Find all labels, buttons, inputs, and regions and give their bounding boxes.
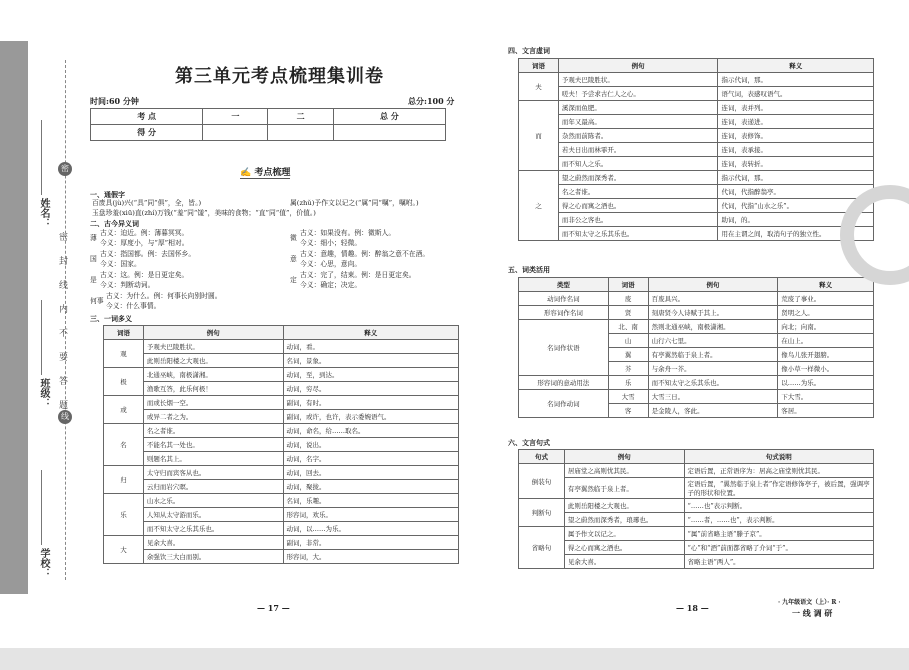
table-row xyxy=(104,494,459,508)
table-header: 例句 xyxy=(564,450,684,464)
table-cell: 不能名其一处也。 xyxy=(143,438,283,452)
gujin-ancient: 古义：意趣，情趣。例：醉翁之意不在酒。 xyxy=(300,250,430,258)
table-cell: 而年又最高。 xyxy=(558,115,718,129)
table-cell: 副词，非常。 xyxy=(283,536,459,550)
table-row xyxy=(519,101,874,115)
table-cell: 而不知太守之乐其乐也。 xyxy=(558,227,718,241)
table-cell: 连词，表递进。 xyxy=(718,115,874,129)
table-header: 类型 xyxy=(519,278,609,292)
section-heading: ✍ 考点梳理 xyxy=(240,165,290,179)
table-cell: 望之蔚然而深秀者。 xyxy=(558,171,718,185)
table-row xyxy=(104,354,459,368)
table-cell: “心”和“酒”前面都省略了介词“于”。 xyxy=(684,541,874,555)
table-cell: 山水之乐。 xyxy=(143,494,283,508)
table-cell: 动词，以……为乐。 xyxy=(283,522,459,536)
table-cell: 语气词，表感叹语气。 xyxy=(718,87,874,101)
table-row xyxy=(519,541,874,555)
group-cell: 省略句 xyxy=(519,527,565,569)
table-cell: 而不知太守之乐其乐也。 xyxy=(143,522,283,536)
gujin-ancient: 古义：指国都。例：去国怀乡。 xyxy=(100,250,196,258)
gujin-word: 何事 xyxy=(90,297,104,305)
table-cell: 此则岳阳楼之大观也。 xyxy=(143,354,283,368)
table-cell: 百废具兴。 xyxy=(648,292,778,306)
seal-char: 不 xyxy=(59,329,69,339)
footer-grade: · 九年级语文（上）· R · xyxy=(778,599,841,606)
table-row xyxy=(104,382,459,396)
table-cell: 予观夫巴陵胜状。 xyxy=(143,340,283,354)
seal-dashed-line xyxy=(65,60,66,580)
table-cell: “……也”表示判断。 xyxy=(684,499,874,513)
table-cell: 指示代词，那。 xyxy=(718,171,874,185)
table-cell: 贤明之人。 xyxy=(778,306,874,320)
table-row xyxy=(519,171,874,185)
gujin-ancient: 古义：这。例：是日更定矣。 xyxy=(100,271,189,279)
xuci-title: 四、文言虚词 xyxy=(508,46,550,55)
table-row xyxy=(519,513,874,527)
table-cell: 在山上。 xyxy=(778,334,874,348)
table-row xyxy=(519,306,874,320)
score-cell: 考 点 xyxy=(91,109,203,125)
group-cell: 观 xyxy=(104,340,144,368)
table-cell: 动词，回去。 xyxy=(283,466,459,480)
table-cell: 用在主谓之间，取消句子的独立性。 xyxy=(718,227,874,241)
score-cell: 得 分 xyxy=(91,125,203,141)
table-cell: “……者，……也”，表示判断。 xyxy=(684,513,874,527)
score-input[interactable] xyxy=(268,125,333,141)
table-row xyxy=(519,213,874,227)
group-cell: 乐 xyxy=(104,494,144,536)
table-cell: 则题名其上。 xyxy=(143,452,283,466)
seal-dot-top: 密 xyxy=(58,162,72,176)
seal-char: 要 xyxy=(59,353,69,363)
table-row xyxy=(104,438,459,452)
table-cell: 名之者谁。 xyxy=(143,424,283,438)
table-row xyxy=(519,527,874,541)
table-cell: 连词，表承接。 xyxy=(718,143,874,157)
table-cell: 以……为乐。 xyxy=(778,376,874,390)
table-row xyxy=(104,522,459,536)
table-cell: 若夫日出而林霏开。 xyxy=(558,143,718,157)
tongjia-title: 一、通假字 xyxy=(90,190,125,199)
table-cell: 或异二者之为。 xyxy=(143,410,283,424)
table-cell: 然则北通巫峡，南极潇湘。 xyxy=(648,320,778,334)
table-cell: 副词，或许，也许，表示委婉语气。 xyxy=(283,410,459,424)
gujin-word: 定 xyxy=(290,276,297,284)
time-limit: 时间:60 分钟 xyxy=(90,96,139,106)
table-row xyxy=(104,452,459,466)
table-cell: 而或长烟一空。 xyxy=(143,396,283,410)
table-cell: 而不知太守之乐其乐也。 xyxy=(648,376,778,390)
page-number-18: — 18 — xyxy=(676,603,709,613)
group-cell: 归 xyxy=(104,466,144,494)
table-cell: 芥 xyxy=(608,362,648,376)
table-header: 释义 xyxy=(283,326,459,340)
class-label: 班级： xyxy=(38,378,49,408)
seal-char: 封 xyxy=(59,257,69,267)
table-cell: 动词，至，到达。 xyxy=(283,368,459,382)
jushi-title: 六、文言句式 xyxy=(508,438,550,447)
table-cell: 大雪三日。 xyxy=(648,390,778,404)
table-cell: 向北；向南。 xyxy=(778,320,874,334)
table-cell: 连词，表修饰。 xyxy=(718,129,874,143)
bottom-gray-band xyxy=(0,648,909,670)
table-cell: 翼 xyxy=(608,348,648,362)
table-cell: 动词，名字。 xyxy=(283,452,459,466)
name-line xyxy=(41,120,42,195)
table-cell: 大雪 xyxy=(608,390,648,404)
table-row xyxy=(519,199,874,213)
table-cell: 客 xyxy=(608,404,648,418)
table-row xyxy=(104,536,459,550)
table-row xyxy=(519,376,874,390)
table-header: 例句 xyxy=(558,59,718,73)
page-number-17: — 17 — xyxy=(257,603,290,613)
duoyi-table xyxy=(103,325,459,564)
table-header: 句式说明 xyxy=(684,450,874,464)
tongjia-line: 玉盘珍羞(xiū)直(zhí)万钱(“羞”同“馐”，美味的食物；“直”同“值”，价值。) xyxy=(92,209,316,217)
table-row xyxy=(519,555,874,569)
group-cell: 而 xyxy=(519,101,559,171)
table-cell: 动词，聚拢。 xyxy=(283,480,459,494)
huoyong-table xyxy=(518,277,874,418)
gujin-modern: 今义：什么事情。 xyxy=(106,301,161,310)
table-cell: 余强饮三大白而别。 xyxy=(143,550,283,564)
table-cell: 连词，表并列。 xyxy=(718,101,874,115)
gujin-modern: 今义：国家。 xyxy=(100,259,141,268)
jushi-table xyxy=(518,449,874,569)
table-cell: 荒废了事业。 xyxy=(778,292,874,306)
duoyi-title: 三、一词多义 xyxy=(90,314,132,323)
table-cell: 与余舟一芥。 xyxy=(648,362,778,376)
table-cell: 代词，代指“山水之乐”。 xyxy=(718,199,874,213)
group-cell: 形容词的意动用法 xyxy=(519,376,609,390)
table-cell: 渔歌互答，此乐何极！ xyxy=(143,382,283,396)
seal-dot-bottom: 线 xyxy=(58,410,72,424)
gujin-modern: 今义：厚度小，与“厚”相对。 xyxy=(100,238,189,247)
table-row xyxy=(104,550,459,564)
table-cell: 居庙堂之高则忧其民。 xyxy=(564,464,684,478)
score-cell: 一 xyxy=(203,109,268,125)
table-cell: 望之蔚然而深秀者，琅琊也。 xyxy=(564,513,684,527)
gujin-ancient: 古义：迫近。例：薄暮冥冥。 xyxy=(100,229,189,237)
table-header: 释义 xyxy=(778,278,874,292)
table-cell: 得之心而寓之酒也。 xyxy=(564,541,684,555)
table-row xyxy=(519,73,874,87)
table-row xyxy=(519,499,874,513)
table-cell: 连词，表转折。 xyxy=(718,157,874,171)
table-cell: 名词，景象。 xyxy=(283,354,459,368)
table-row xyxy=(104,466,459,480)
table-cell: 云归而岩穴暝。 xyxy=(143,480,283,494)
table-cell: “属”前省略主语“滕子京”。 xyxy=(684,527,874,541)
group-cell: 名词作状语 xyxy=(519,320,609,376)
school-line xyxy=(41,470,42,545)
table-row xyxy=(104,480,459,494)
gujin-word: 薄 xyxy=(90,234,97,242)
left-gray-strip xyxy=(0,41,28,594)
binding-margin xyxy=(30,41,85,594)
table-cell: 定语后置，正常语序为：居高之庙堂则忧其民。 xyxy=(684,464,874,478)
table-cell: 名词，乐趣。 xyxy=(283,494,459,508)
group-cell: 判断句 xyxy=(519,499,565,527)
table-row xyxy=(519,157,874,171)
group-cell: 夫 xyxy=(519,73,559,101)
table-cell: 动词，看。 xyxy=(283,340,459,354)
gujin-ancient: 古义：完了，结束。例：是日更定矣。 xyxy=(300,271,416,279)
table-row xyxy=(104,508,459,522)
table-cell: 北、南 xyxy=(608,320,648,334)
pen-icon: ✍ xyxy=(240,168,252,178)
table-row xyxy=(519,478,874,499)
table-cell: 杂然而前陈者。 xyxy=(558,129,718,143)
gujin-word: 国 xyxy=(90,255,97,263)
table-cell: 而非公之客也。 xyxy=(558,213,718,227)
gujin-word: 微 xyxy=(290,234,297,242)
table-header: 例句 xyxy=(143,326,283,340)
table-cell: 乐 xyxy=(608,376,648,390)
table-row xyxy=(104,340,459,354)
table-cell: 是金陵人，客此。 xyxy=(648,404,778,418)
table-row xyxy=(104,396,459,410)
table-cell: 助词，的。 xyxy=(718,213,874,227)
seal-char: 答 xyxy=(59,377,69,387)
table-row xyxy=(519,390,874,404)
table-cell: 指示代词，那。 xyxy=(718,73,874,87)
table-header: 句式 xyxy=(519,450,565,464)
table-cell: 名之者谁。 xyxy=(558,185,718,199)
gujin-modern: 今义：细小；轻微。 xyxy=(300,238,362,247)
table-cell: 客居。 xyxy=(778,404,874,418)
table-cell: 有亭翼然临于泉上者。 xyxy=(648,348,778,362)
table-row xyxy=(519,143,874,157)
class-line xyxy=(41,300,42,375)
table-header-row xyxy=(519,278,874,292)
group-cell: 动词作名词 xyxy=(519,292,609,306)
group-cell: 极 xyxy=(104,368,144,396)
table-row xyxy=(519,464,874,478)
table-cell: 见余大喜。 xyxy=(564,555,684,569)
table-cell: 得之心而寓之酒也。 xyxy=(558,199,718,213)
table-cell: 见余大喜。 xyxy=(143,536,283,550)
score-cell: 总 分 xyxy=(333,109,445,125)
table-cell: 溪深而鱼肥。 xyxy=(558,101,718,115)
table-cell: 刻唐贤今人诗赋于其上。 xyxy=(648,306,778,320)
table-header: 词语 xyxy=(608,278,648,292)
table-cell: 像小草一样微小。 xyxy=(778,362,874,376)
seal-char: 题 xyxy=(59,401,69,411)
table-row xyxy=(519,185,874,199)
score-input[interactable] xyxy=(333,125,445,141)
table-row xyxy=(519,129,874,143)
table-cell: 像鸟儿张开翅膀。 xyxy=(778,348,874,362)
table-header: 例句 xyxy=(648,278,778,292)
table-cell: 废 xyxy=(608,292,648,306)
xuci-table xyxy=(518,58,874,241)
huoyong-title: 五、词类活用 xyxy=(508,265,550,274)
table-header: 词语 xyxy=(104,326,144,340)
table-header: 释义 xyxy=(718,59,874,73)
seal-char: 密 xyxy=(59,233,69,243)
gujin-title: 二、古今异义词 xyxy=(90,219,139,228)
table-cell: 省略主语“两人”。 xyxy=(684,555,874,569)
table-cell: 贤 xyxy=(608,306,648,320)
table-cell: 定语后置，“翼然临于泉上者”作定语修饰亭子，被后置，强调亭子的形状和位置。 xyxy=(684,478,874,499)
name-label: 姓名： xyxy=(38,198,49,228)
table-row xyxy=(519,227,874,241)
score-input[interactable] xyxy=(203,125,268,141)
score-table xyxy=(90,108,446,141)
table-cell: 有亭翼然临于泉上者。 xyxy=(564,478,684,499)
group-cell: 或 xyxy=(104,396,144,424)
gujin-word: 意 xyxy=(290,255,297,263)
gujin-modern: 今义：确定；决定。 xyxy=(300,280,362,289)
table-cell: 副词，有时。 xyxy=(283,396,459,410)
gujin-ancient: 古义：如果没有。例：微斯人。 xyxy=(300,229,396,237)
gujin-modern: 今义：心思，意向。 xyxy=(300,259,362,268)
table-row xyxy=(104,368,459,382)
table-row xyxy=(519,115,874,129)
table-row xyxy=(519,320,874,334)
seal-char: 线 xyxy=(59,281,69,291)
table-cell: 动词，命名，给……取名。 xyxy=(283,424,459,438)
footer-brand: 一 线 调 研 xyxy=(792,608,833,618)
table-cell: 太守归而宾客从也。 xyxy=(143,466,283,480)
group-cell: 之 xyxy=(519,171,559,241)
table-cell: 而不知人之乐。 xyxy=(558,157,718,171)
tongjia-line: 百废具(jù)兴(“具”同“俱”，全，皆。) xyxy=(92,199,202,207)
table-header-row xyxy=(519,59,874,73)
group-cell: 形容词作名词 xyxy=(519,306,609,320)
tongjia-line: 属(zhǔ)予作文以记之(“属”同“嘱”，嘱咐。) xyxy=(290,199,419,207)
page-title: 第三单元考点梳理集训卷 xyxy=(175,66,384,87)
total-score: 总分:100 分 xyxy=(408,96,455,106)
table-cell: 山 xyxy=(608,334,648,348)
table-row xyxy=(519,292,874,306)
table-cell: 属予作文以记之。 xyxy=(564,527,684,541)
table-row xyxy=(104,410,459,424)
gujin-modern: 今义：判断动词。 xyxy=(100,280,155,289)
school-label: 学校： xyxy=(38,548,49,578)
score-cell: 二 xyxy=(268,109,333,125)
seal-char: 内 xyxy=(59,305,69,315)
table-header: 词语 xyxy=(519,59,559,73)
table-cell: 嗟夫！予尝求古仁人之心。 xyxy=(558,87,718,101)
table-header-row xyxy=(519,450,874,464)
gujin-ancient: 古义：为什么。例：何事长向别时圆。 xyxy=(106,292,222,300)
table-cell: 予观夫巴陵胜状。 xyxy=(558,73,718,87)
table-cell: 动词，说出。 xyxy=(283,438,459,452)
table-row xyxy=(519,87,874,101)
group-cell: 大 xyxy=(104,536,144,564)
table-cell: 形容词，大。 xyxy=(283,550,459,564)
table-cell: 形容词，欢乐。 xyxy=(283,508,459,522)
table-header-row xyxy=(104,326,459,340)
table-cell: 北通巫峡，南极潇湘。 xyxy=(143,368,283,382)
table-cell: 此则岳阳楼之大观也。 xyxy=(564,499,684,513)
group-cell: 倒装句 xyxy=(519,464,565,499)
table-cell: 人知从太守游而乐。 xyxy=(143,508,283,522)
table-cell: 山行六七里。 xyxy=(648,334,778,348)
gujin-word: 是 xyxy=(90,276,97,284)
table-row xyxy=(104,424,459,438)
group-cell: 名 xyxy=(104,424,144,466)
table-cell: 动词，穷尽。 xyxy=(283,382,459,396)
table-cell: 代词，代指醉翁亭。 xyxy=(718,185,874,199)
group-cell: 名词作动词 xyxy=(519,390,609,418)
table-cell: 下大雪。 xyxy=(778,390,874,404)
